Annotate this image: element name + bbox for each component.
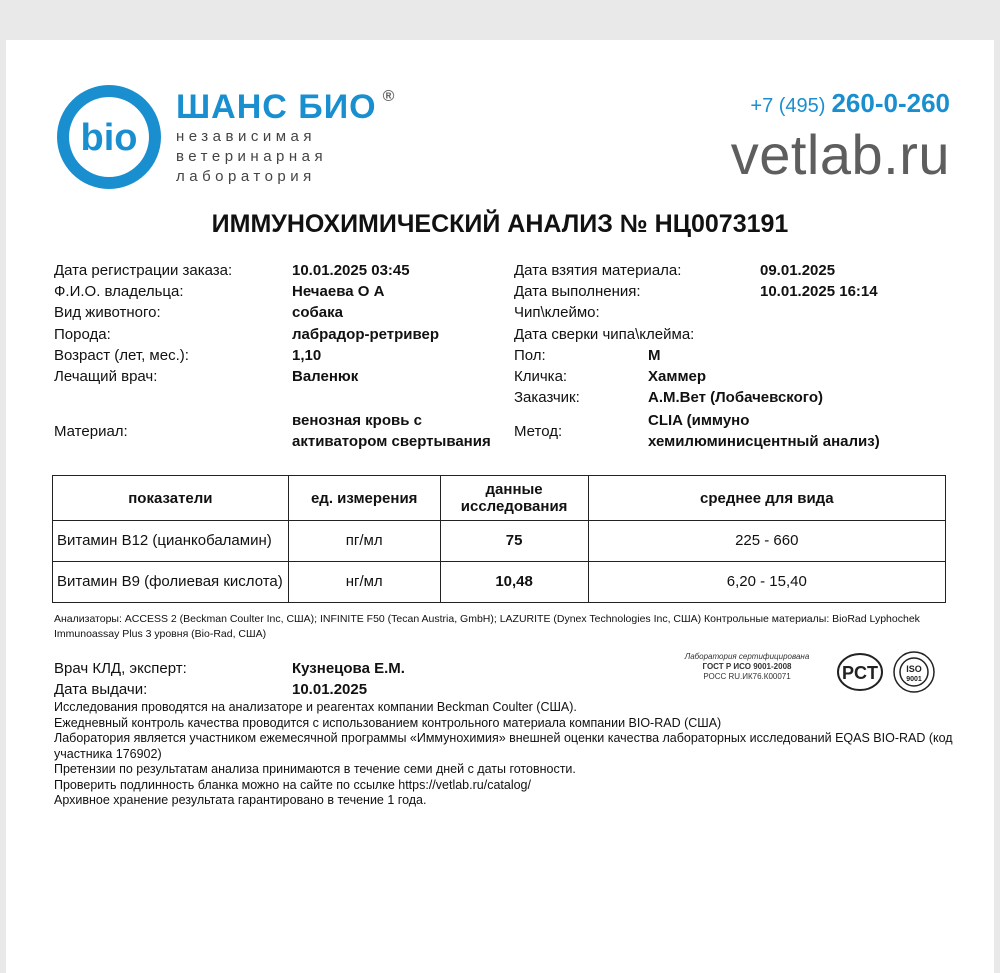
value-registration-date: 10.01.2025 03:45 <box>292 262 410 279</box>
value-material-2: активатором свертывания <box>292 433 491 450</box>
value-doctor: Валенюк <box>292 368 359 385</box>
note-line: Архивное хранение результата гарантировано в течение 1 года. <box>54 793 427 807</box>
note-line: Проверить подлинность бланка можно на сайте по ссылке https://vetlab.ru/catalog/ <box>54 777 531 792</box>
cert-line-2: ГОСТ Р ИСО 9001-2008 <box>702 662 792 671</box>
value-customer: А.М.Вет (Лобачевского) <box>648 389 823 406</box>
logo-text: bio <box>80 117 138 159</box>
header-unit: ед. измерения <box>288 476 440 521</box>
value-age: 1,10 <box>292 347 322 364</box>
iso-certification-icon <box>892 650 936 694</box>
label-chip: Чип\клеймо: <box>514 304 600 321</box>
value-issue-date: 10.01.2025 <box>292 681 368 698</box>
row-value: 75 <box>440 521 588 562</box>
row-unit: нг/мл <box>288 562 440 603</box>
certification-text <box>666 652 828 682</box>
label-age: Возраст (лет, мес.): <box>54 347 189 364</box>
value-sex: М <box>648 347 661 364</box>
row-reference: 6,20 - 15,40 <box>588 562 945 603</box>
value-owner: Нечаева О А <box>292 283 385 300</box>
registered-mark: ® <box>382 88 396 105</box>
label-method: Метод: <box>514 423 563 440</box>
cert-line-3: РОСС RU.ИК76.К00071 <box>703 672 791 681</box>
row-parameter: Витамин В12 (цианкобаламин) <box>53 521 289 562</box>
value-pet-name: Хаммер <box>648 368 707 385</box>
header-reference: среднее для вида <box>588 476 945 521</box>
note-line: Ежедневный контроль качества проводится с использованием контрольного материала компании BIO-RAD (США) <box>54 715 722 730</box>
label-expert: Врач КЛД, эксперт: <box>54 660 187 677</box>
table-header-row <box>53 476 946 521</box>
brand-subtitle-1: независимая <box>176 128 317 145</box>
brand-subtitle-2: ветеринарная <box>176 148 328 165</box>
note-line: Исследования проводятся на анализаторе и реагентах компании Beckman Coulter (США). <box>54 700 577 714</box>
label-species: Вид животного: <box>54 304 161 321</box>
row-value: 10,48 <box>440 562 588 603</box>
label-breed: Порода: <box>54 326 111 343</box>
rst-certification-icon <box>836 652 884 692</box>
results-table <box>52 475 946 603</box>
cert-line-1: Лаборатория сертифицирована <box>684 652 810 661</box>
label-sex: Пол: <box>514 347 546 364</box>
value-material-1: венозная кровь с <box>292 412 422 429</box>
report-page <box>6 40 994 973</box>
brand-block <box>176 88 395 187</box>
note-line: Претензии по результатам анализа принимаются в течение семи дней с даты готовности. <box>54 762 576 776</box>
report-title: ИММУНОХИМИЧЕСКИЙ АНАЛИЗ № НЦ0073191 <box>211 210 789 238</box>
row-parameter: Витамин В9 (фолиевая кислота) <box>53 562 289 603</box>
rst-mark-text: PCT <box>842 663 878 683</box>
label-sample-date: Дата взятия материала: <box>514 262 682 279</box>
website: vetlab.ru <box>730 123 950 186</box>
note-line: Лаборатория является участником ежемесячной программы «Иммунохимия» внешней оценки качества лабораторных исследований EQAS BIO-RAD (код участника 176902) <box>54 731 953 761</box>
row-reference: 225 - 660 <box>588 521 945 562</box>
table-row <box>53 521 946 562</box>
analyzers-note: Анализаторы: ACCESS 2 (Beckman Coulter Inc, США); INFINITE F50 (Tecan Austria, GmbH); LAZURITE (Dynex Technologies Inc, США) Контрольные материалы: BioRad Lyphochek Immunoassay Plus 3 уровня (Bio-Rad, США) <box>54 613 920 640</box>
value-method-1: CLIA (иммуно <box>648 412 750 429</box>
value-breed: лабрадор-ретривер <box>292 326 440 343</box>
value-sample-date: 09.01.2025 <box>760 262 836 279</box>
value-expert: Кузнецова Е.М. <box>292 660 405 677</box>
label-material: Материал: <box>54 423 128 440</box>
phone-number: +7 (495) 260-0-260 <box>750 88 950 118</box>
brand-name: ШАНС БИО ® <box>176 88 396 126</box>
notes-block <box>54 700 954 809</box>
value-completion-date: 10.01.2025 16:14 <box>760 283 878 300</box>
label-registration-date: Дата регистрации заказа: <box>54 262 233 279</box>
row-unit: пг/мл <box>288 521 440 562</box>
value-species: собака <box>292 304 343 321</box>
header-result: данные исследования <box>440 476 588 521</box>
label-owner: Ф.И.О. владельца: <box>54 283 184 300</box>
label-issue-date: Дата выдачи: <box>54 681 148 698</box>
label-chip-check-date: Дата сверки чипа\клейма: <box>514 326 695 343</box>
iso-number-text: 9001 <box>906 676 922 683</box>
table-row <box>53 562 946 603</box>
iso-mark-text: ISO <box>906 664 922 674</box>
label-pet-name: Кличка: <box>514 368 568 385</box>
header-parameter: показатели <box>53 476 289 521</box>
bio-logo-icon <box>54 82 164 192</box>
label-doctor: Лечащий врач: <box>54 368 158 385</box>
label-customer: Заказчик: <box>514 389 580 406</box>
brand-subtitle-3: лаборатория <box>176 168 316 185</box>
label-completion-date: Дата выполнения: <box>514 283 641 300</box>
value-method-2: хемилюминисцентный анализ) <box>648 433 880 450</box>
